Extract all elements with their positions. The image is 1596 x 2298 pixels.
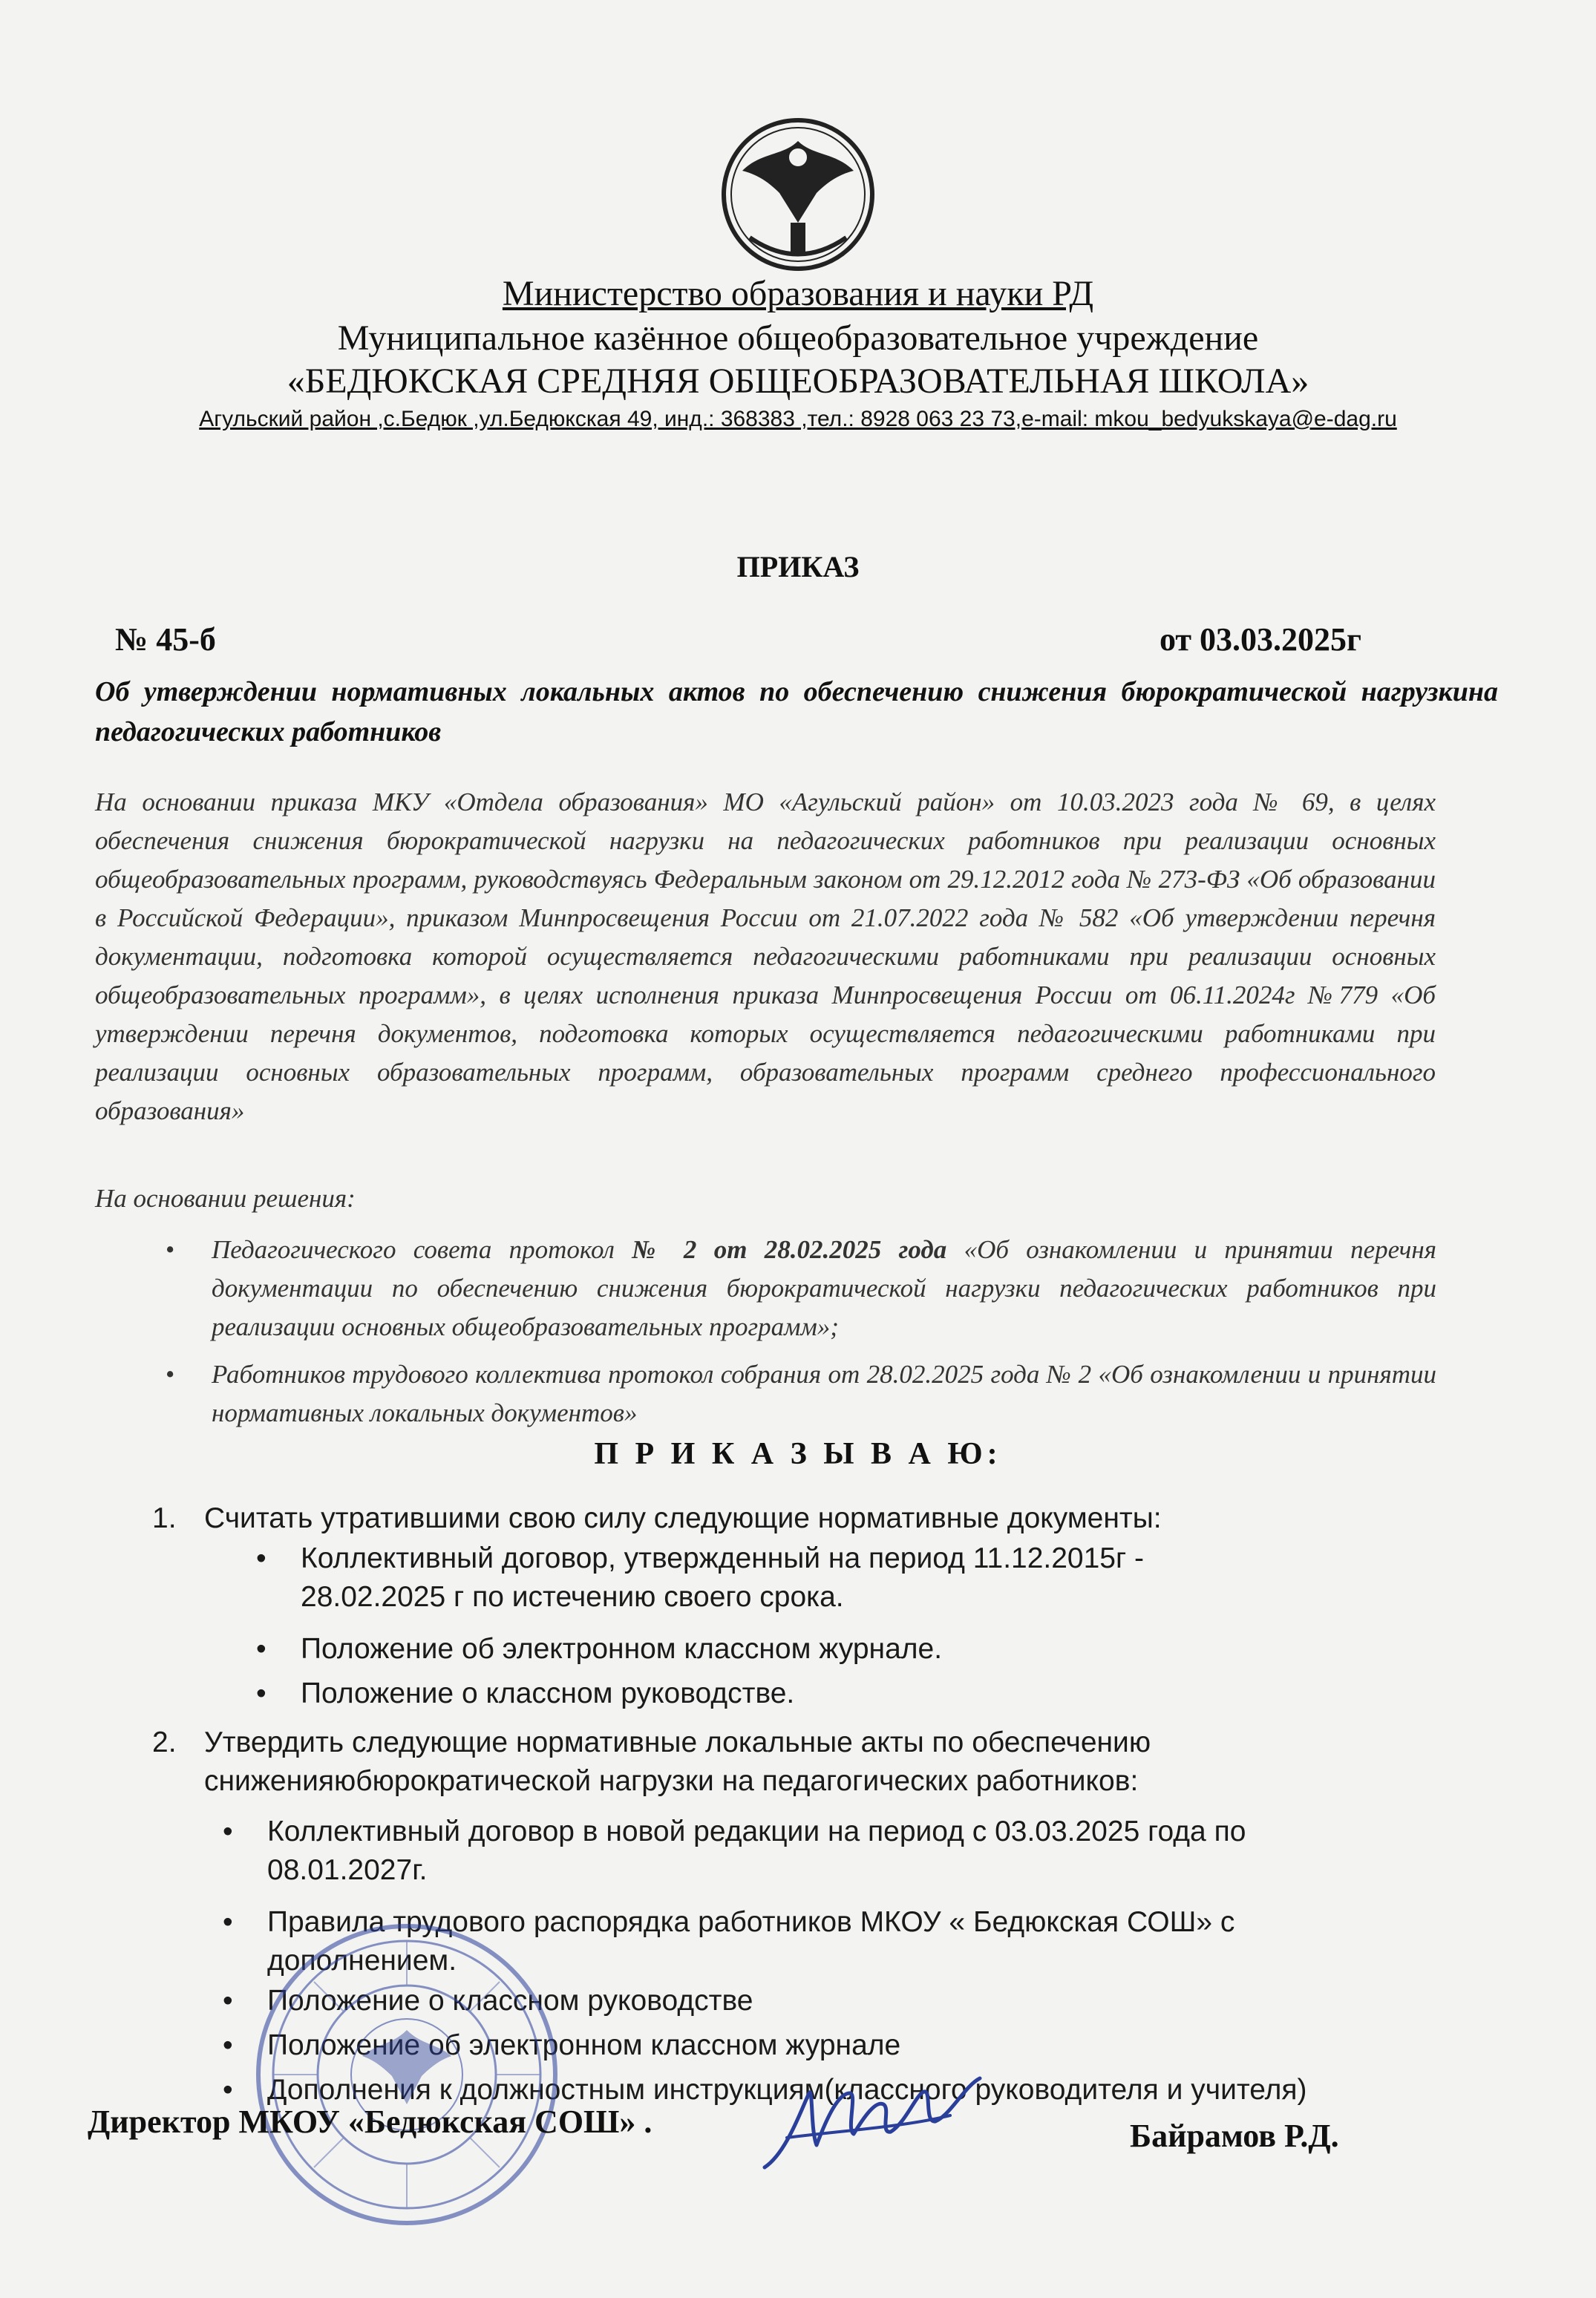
dagestan-emblem-icon [709, 111, 887, 282]
sub-item [256, 1630, 1414, 1669]
sub-item-text: Коллективный договор, утвержденный на период 11.12.2015г - 28.02.2025 г по истечению своего срока. [301, 1542, 1145, 1613]
director-position: Директор МКОУ «Бедюкская СОШ» . [88, 2104, 653, 2140]
sub-item-text: Правила трудового распорядка работников МКОУ « Бедюкская СОШ» с дополнением. [267, 1906, 1235, 1977]
sub-item-text: Положение о классном руководстве [267, 1985, 753, 2017]
bullet: • [256, 1633, 266, 1665]
decision-text-post: «Об ознакомлении и принятии перечня документации по обеспечению снижения бюрократической нагрузки педагогических работников при реализации основных общеобразовательных программ»; [212, 1235, 1437, 1341]
item-number: 1. [152, 1502, 177, 1534]
decision-item [166, 1231, 1437, 1346]
order-date: от 03.03.2025г [1160, 621, 1362, 658]
sub-item [223, 1813, 1255, 1890]
bullet: • [256, 1677, 266, 1709]
bullet: • [223, 2074, 233, 2106]
order-number: № 45-б [115, 621, 216, 658]
handwritten-signature-icon [757, 2063, 1002, 2182]
ministry-name: Министерство образования и науки РД [502, 274, 1094, 313]
school-name: «БЕДЮКСКАЯ СРЕДНЯЯ ОБЩЕОБРАЗОВАТЕЛЬНАЯ ШКОЛА» [287, 361, 1309, 401]
school-address: Агульский район ,с.Бедюк ,ул.Бедюкская 49, инд.: 368383 ,тел.: 8928 063 23 73,e-mail: mkou_bedyukskaya@e-dag.ru [199, 407, 1397, 431]
sub-item-text: Коллективный договор в новой редакции на период с 03.03.2025 года по 08.01.2027г. [267, 1816, 1246, 1886]
sub-item [256, 1675, 1414, 1713]
bullet: • [166, 1235, 175, 1264]
institution-type: Муниципальное казённое общеобразовательное учреждение [337, 318, 1259, 358]
decision-text-pre: Работников трудового коллектива протокол собрания от 28.02.2025 года № 2 «Об ознакомлении и принятии нормативных локальных документов» [212, 1360, 1436, 1427]
bullet: • [256, 1542, 266, 1574]
sub-item [256, 1539, 1221, 1617]
official-stamp-icon [251, 1919, 563, 2230]
sub-item-text: Положение об электронном классном журнале [267, 2029, 901, 2061]
order-subject: Об утверждении нормативных локальных актов по обеспечению снижения бюрократической нагрузкина педагогических работников [95, 676, 1498, 747]
bullet: • [166, 1360, 175, 1389]
bullet: • [223, 1985, 233, 2017]
bullet: • [223, 2029, 233, 2061]
decision-item [166, 1355, 1436, 1433]
sub-item-text: Положение о классном руководстве. [301, 1677, 795, 1709]
bullet: • [223, 1816, 233, 1847]
decisions-intro: На основании решения: [95, 1184, 356, 1213]
bullet: • [223, 1906, 233, 1938]
basis-paragraph: На основании приказа МКУ «Отдела образования» МО «Агульский район» от 10.03.2023 года № 69, в целях обеспечения снижения бюрократической нагрузки на педагогических работников при реализации основных общеобразовательных программ, руководствуясь Федеральным законом от 29.12.2012 года № 273-ФЗ «Об образовании в Российской Федерации», приказом Минпросвещения России от 21.07.2022 года № 582 «Об утверждении перечня документации, подготовка которой осуществляется педагогическими работниками при реализации основных общеобразовательных программ», в целях исполнения приказа Минпросвещения России от 06.11.2024г №779 «Об утверждении перечня документов, подготовка которых осуществляется педагогическими работниками при реализации основных образовательных программ, образовательных программ среднего профессионального образования» [95, 788, 1436, 1125]
director-name: Байрамов Р.Д. [1130, 2118, 1339, 2154]
directive-heading: П Р И К А З Ы В А Ю: [594, 1437, 1002, 1471]
order-title: ПРИКАЗ [736, 550, 860, 583]
item-text: Утвердить следующие нормативные локальные акты по обеспечению сниженияюбюрократической нагрузки на педагогических работников: [204, 1726, 1151, 1797]
decision-text-pre: Педагогического совета протокол [212, 1235, 632, 1264]
decision-protocol: № 2 от 28.02.2025 года [632, 1235, 947, 1264]
sub-item-text: Дополнения к должностным инструкциям(классного руководителя и учителя) [267, 2074, 1307, 2106]
sub-item-text: Положение об электронном классном журнале. [301, 1633, 943, 1665]
item-text: Считать утратившими свою силу следующие нормативные документы: [204, 1502, 1162, 1534]
item-number: 2. [152, 1726, 177, 1758]
